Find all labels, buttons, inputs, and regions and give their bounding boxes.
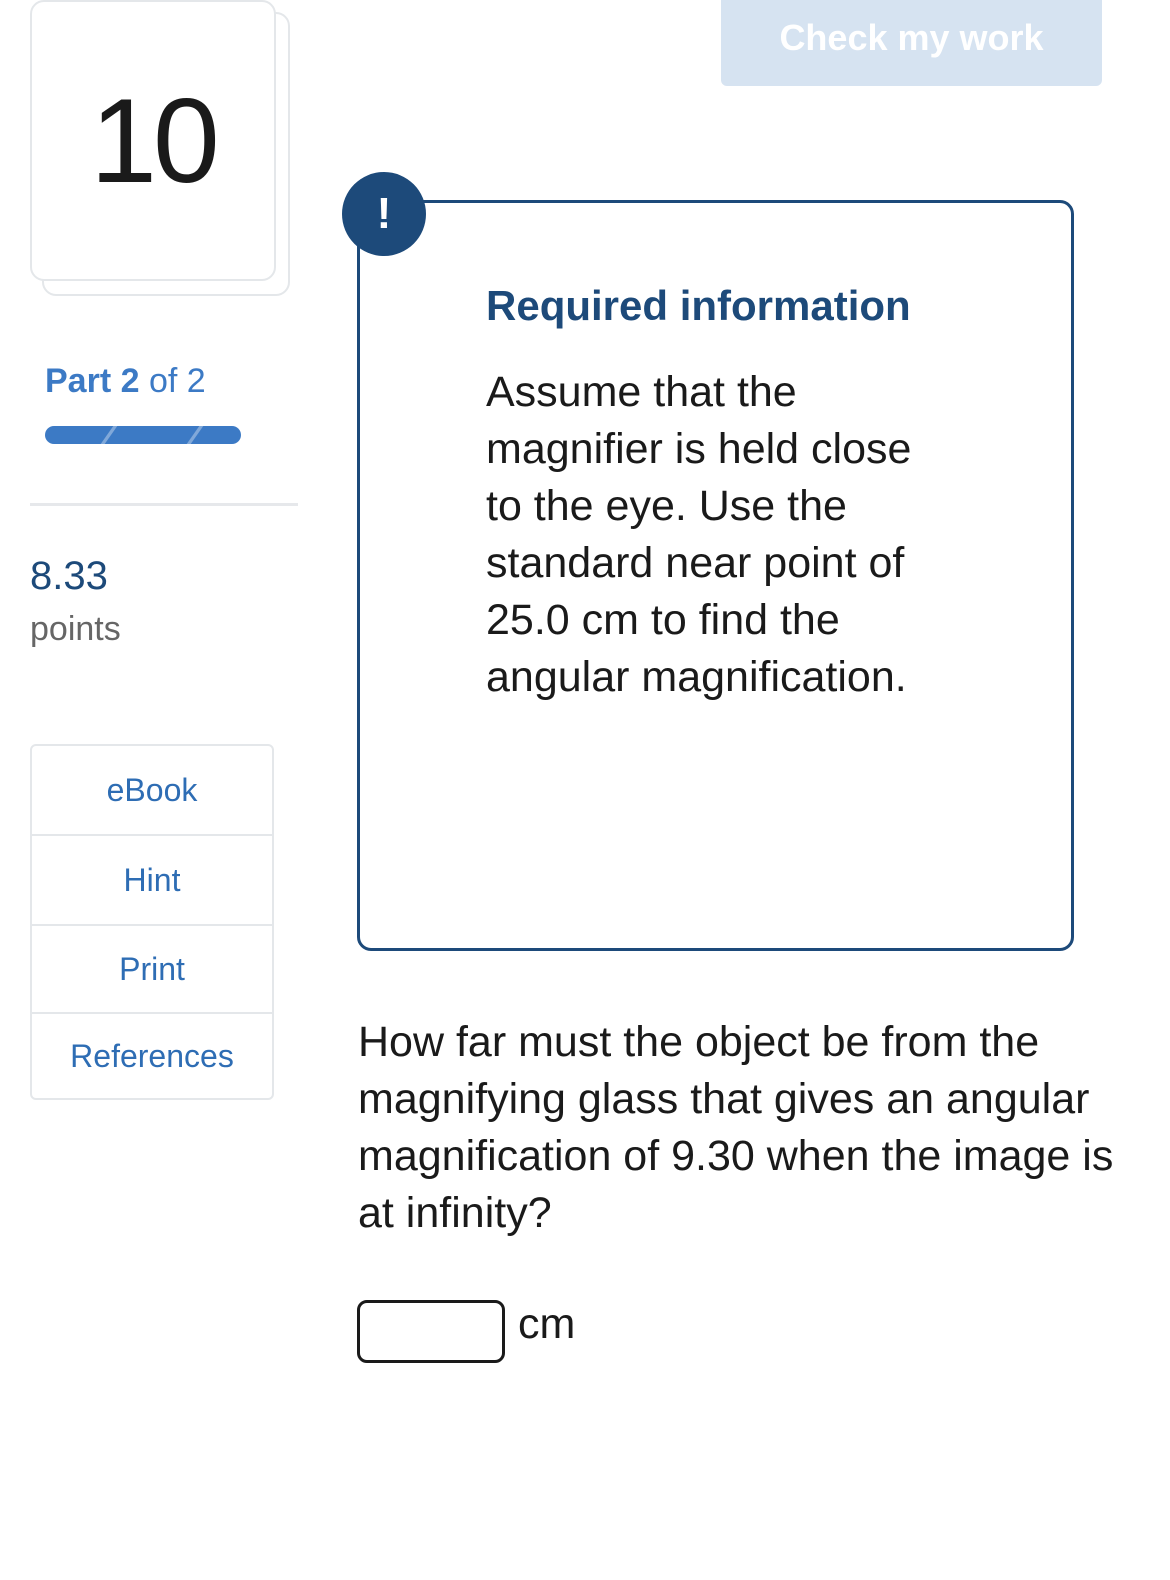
check-my-work-button[interactable]: Check my work	[721, 0, 1102, 86]
ebook-link[interactable]: eBook	[32, 746, 272, 836]
answer-unit: cm	[518, 1300, 576, 1348]
part-progress-bar	[45, 426, 241, 444]
references-link[interactable]: References	[70, 1037, 234, 1074]
part-current: 2	[120, 362, 140, 400]
points-label: points	[30, 610, 121, 648]
alert-icon: !	[342, 172, 426, 256]
points-value: 8.33	[30, 554, 108, 598]
answer-input[interactable]	[357, 1300, 505, 1363]
question-number-card	[30, 0, 276, 281]
print-link[interactable]: Print	[32, 926, 272, 1014]
part-indicator	[45, 362, 206, 401]
required-info-title: Required information	[486, 282, 911, 329]
progress-segment-divider	[101, 426, 118, 444]
question-number: 10	[90, 73, 216, 208]
hint-link[interactable]: Hint	[32, 836, 272, 926]
progress-segment-divider	[187, 426, 204, 444]
part-total: of 2	[148, 362, 206, 400]
sidebar-divider	[30, 503, 298, 506]
question-text: How far must the object be from the magnifying glass that gives an angular magnification of 9.30 when the image is at infinity?	[358, 1018, 1114, 1237]
part-word: Part	[45, 362, 112, 400]
tools-panel	[30, 744, 274, 1100]
required-info-text: Assume that the magnifier is held close to the eye. Use the standard near point of 25.0 cm to find the angular magnification.	[486, 368, 912, 701]
